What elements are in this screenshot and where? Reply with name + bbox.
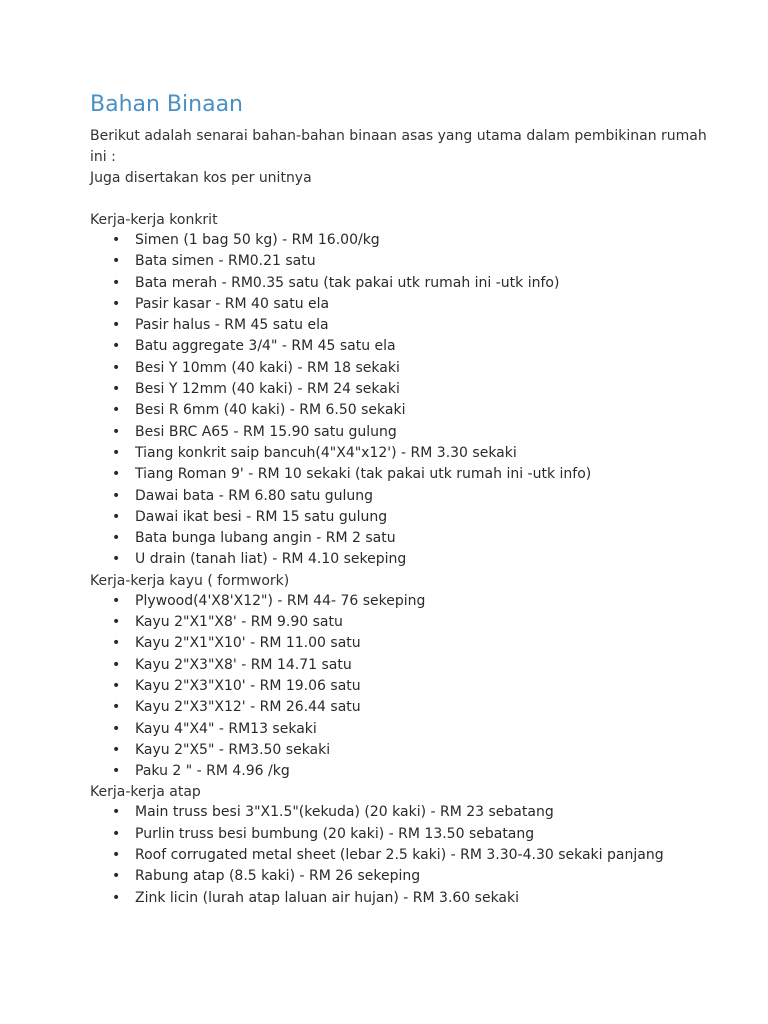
list-item-text: Kayu 2"X3"X8' - RM 14.71 satu <box>135 656 352 673</box>
bullet-icon: • <box>112 804 121 821</box>
list-item-text: Bata merah - RM0.35 satu (tak pakai utk rumah ini -utk info) <box>135 274 560 291</box>
bullet-icon: • <box>112 317 121 334</box>
list-item-text: Besi R 6mm (40 kaki) - RM 6.50 sekaki <box>135 402 406 419</box>
list-item-text: Dawai bata - RM 6.80 satu gulung <box>135 487 374 504</box>
list-item <box>90 230 740 251</box>
list-item <box>90 336 740 357</box>
intro-line-1: Berikut adalah senarai bahan-bahan binaan asas yang utama dalam pembikinan rumah <box>90 128 707 144</box>
list-item-text: Kayu 2"X1"X8' - RM 9.90 satu <box>135 614 343 631</box>
list-item <box>90 761 740 782</box>
list-item-text: Dawai ikat besi - RM 15 satu gulung <box>135 508 388 525</box>
list-item-text: Besi Y 12mm (40 kaki) - RM 24 sekaki <box>135 381 400 398</box>
bullet-icon: • <box>112 508 121 525</box>
list-item-text: Tiang Roman 9' - RM 10 sekaki (tak pakai utk rumah ini -utk info) <box>135 466 592 483</box>
intro-line-2: ini : <box>90 149 116 165</box>
list-item-text: Rabung atap (8.5 kaki) - RM 26 sekeping <box>135 868 421 885</box>
list-item-text: Paku 2 " - RM 4.96 /kg <box>135 763 290 780</box>
list-item <box>90 507 740 528</box>
list-item <box>90 422 740 443</box>
list-item <box>90 655 740 676</box>
bullet-icon: • <box>112 720 121 737</box>
intro-line-3: Juga disertakan kos per unitnya <box>90 170 312 186</box>
section-heading: Kerja-kerja konkrit <box>90 212 218 228</box>
document-page <box>90 90 740 909</box>
bullet-icon: • <box>112 889 121 906</box>
bullet-icon: • <box>112 847 121 864</box>
list-item-text: Pasir kasar - RM 40 satu ela <box>135 295 330 312</box>
bullet-icon: • <box>112 656 121 673</box>
list-item-text: Plywood(4'X8'X12") - RM 44- 76 sekeping <box>135 592 426 609</box>
list-item <box>90 719 740 740</box>
list-item-text: Besi Y 10mm (40 kaki) - RM 18 sekaki <box>135 359 400 376</box>
bullet-icon: • <box>112 487 121 504</box>
bullet-icon: • <box>112 466 121 483</box>
bullet-icon: • <box>112 381 121 398</box>
bullet-icon: • <box>112 402 121 419</box>
list-item <box>90 633 740 654</box>
list-item <box>90 315 740 336</box>
list-item-text: Batu aggregate 3/4" - RM 45 satu ela <box>135 338 396 355</box>
bullet-icon: • <box>112 295 121 312</box>
list-item <box>90 802 740 823</box>
material-list <box>90 230 740 571</box>
list-item <box>90 591 740 612</box>
list-item-text: Roof corrugated metal sheet (lebar 2.5 kaki) - RM 3.30-4.30 sekaki panjang <box>135 847 664 864</box>
section-heading: Kerja-kerja atap <box>90 784 201 801</box>
bullet-icon: • <box>112 338 121 355</box>
material-list <box>90 802 740 908</box>
list-item-text: Kayu 2"X3"X12' - RM 26.44 satu <box>135 699 361 716</box>
list-item-text: Bata simen - RM0.21 satu <box>135 253 316 270</box>
list-item <box>90 676 740 697</box>
list-item <box>90 888 740 909</box>
list-item-text: U drain (tanah liat) - RM 4.10 sekeping <box>135 551 407 568</box>
list-item <box>90 358 740 379</box>
list-item <box>90 866 740 887</box>
list-item-text: Simen (1 bag 50 kg) - RM 16.00/kg <box>135 232 380 248</box>
list-item-text: Main truss besi 3"X1.5"(kekuda) (20 kaki) - RM 23 sebatang <box>135 804 554 821</box>
list-item-text: Bata bunga lubang angin - RM 2 satu <box>135 530 396 547</box>
list-item <box>90 845 740 866</box>
list-item <box>90 528 740 549</box>
list-item <box>90 697 740 718</box>
bullet-icon: • <box>112 359 121 376</box>
list-item-text: Besi BRC A65 - RM 15.90 satu gulung <box>135 423 397 440</box>
section-heading: Kerja-kerja kayu ( formwork) <box>90 572 290 589</box>
spacer <box>90 189 740 210</box>
list-item <box>90 400 740 421</box>
bullet-icon: • <box>112 444 121 461</box>
bullet-icon: • <box>112 274 121 291</box>
list-item <box>90 251 740 272</box>
bullet-icon: • <box>112 635 121 652</box>
list-item <box>90 379 740 400</box>
bullet-icon: • <box>112 232 121 248</box>
bullet-icon: • <box>112 825 121 842</box>
list-item <box>90 464 740 485</box>
list-item <box>90 273 740 294</box>
list-item <box>90 740 740 761</box>
material-list <box>90 591 740 783</box>
list-item <box>90 294 740 315</box>
list-item-text: Kayu 4"X4" - RM13 sekaki <box>135 720 317 737</box>
list-item-text: Kayu 2"X5" - RM3.50 sekaki <box>135 741 331 758</box>
list-item <box>90 549 740 570</box>
bullet-icon: • <box>112 868 121 885</box>
bullet-icon: • <box>112 253 121 270</box>
list-item-text: Kayu 2"X3"X10' - RM 19.06 satu <box>135 677 361 694</box>
bullet-icon: • <box>112 763 121 780</box>
list-item-text: Tiang konkrit saip bancuh(4"X4"x12') - RM 3.30 sekaki <box>135 444 517 461</box>
bullet-icon: • <box>112 530 121 547</box>
list-item <box>90 486 740 507</box>
list-item <box>90 824 740 845</box>
bullet-icon: • <box>112 677 121 694</box>
list-item-text: Zink licin (lurah atap laluan air hujan) - RM 3.60 sekaki <box>135 889 520 906</box>
bullet-icon: • <box>112 592 121 609</box>
document-title: Bahan Binaan <box>90 92 243 117</box>
bullet-icon: • <box>112 699 121 716</box>
bullet-icon: • <box>112 551 121 568</box>
list-item-text: Purlin truss besi bumbung (20 kaki) - RM 13.50 sebatang <box>135 825 535 842</box>
list-item-text: Pasir halus - RM 45 satu ela <box>135 317 329 334</box>
sections-container <box>90 210 740 909</box>
list-item <box>90 443 740 464</box>
bullet-icon: • <box>112 423 121 440</box>
list-item-text: Kayu 2"X1"X10' - RM 11.00 satu <box>135 635 361 652</box>
list-item <box>90 612 740 633</box>
bullet-icon: • <box>112 741 121 758</box>
bullet-icon: • <box>112 614 121 631</box>
